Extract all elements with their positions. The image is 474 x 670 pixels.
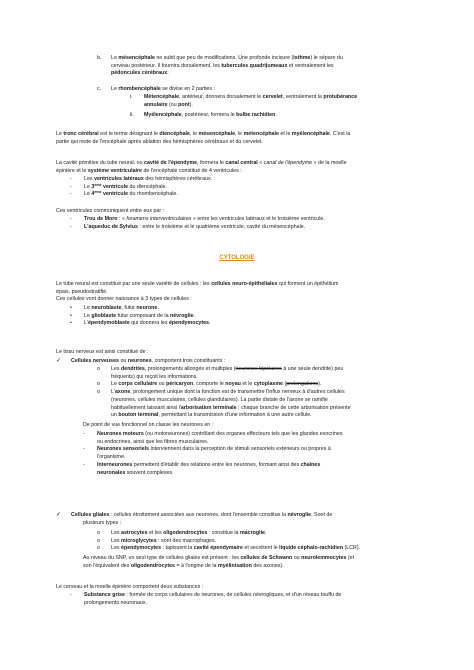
list-item: o Le corps cellulaire ou péricaryon, comporte le noyau et le cytoplasme (prolongations). (97, 381, 322, 388)
list-item: • Le glioblaste futur composant de la névroglie. (70, 312, 196, 319)
communication-list (70, 216, 325, 231)
ventricule-list (70, 176, 212, 199)
paragraph-ventricules: La cavité primitive du tube neural, ou cavité de l'épendyme, formera le canal central « canal de l'épendyme » de la moelle épinière et le système ventriculaire de l'encéphale constitué de 4 ventricules : (56, 160, 347, 174)
list-item: o Les épendymocytes : tapissent la cavité épendymaire et secrètent le liquide céphalo-rachidien (LCR). (97, 545, 361, 552)
paragraph-tissu-nerveux: Le tissu nerveux est ainsi constitué de : (56, 349, 149, 355)
list-item-i: i. Métencéphale, antérieur, donnera dorsalement le cervelet, ventralement la protubérance annulaire (ou pont). (130, 94, 358, 108)
list-item: - Trou de Moro : « foramens interventriculaires » entre les ventricules latéraux et le troisième ventricule. (70, 216, 325, 222)
list-item: - L'aqueduc de Sylvius : entre le troisième et le quatrième ventricule, cavité du mésencéphale. (70, 223, 306, 230)
list-item: - Les ventricules latéraux des hémisphères cérébraux. (70, 176, 213, 182)
list-item: - Interneurones permettent d'établir des relations entre les neurones, formant ainsi des chaînes (83, 461, 321, 468)
list-item: o L'axone, prolongement unique dont la fonction est de transmettre l'influx nerveux à d'autres cellules (97, 389, 345, 396)
neurone-types-list: - Neurones moteurs (ou motoneurones) contrôlant des organes effecteurs tels que les glandes exocrines ou endocrines, ainsi que les fibres musculaires. - Neurones sensoriels interviennent dans la perception de stimuli sensoriels extérieurs ou propres à l'organisme. - Interneurones permettent d'établir des relations entre les neurones, formant ainsi des chaînes neuronales souvent complexes. (83, 431, 343, 476)
check-icon: ✓ (56, 512, 62, 518)
list-item-b: b. Le mésencéphale ne subit que peu de modifications. Une profonde incisure (isthme) le sépare du cerveau postérieur. Il fournira dorsalement, les tubercules quadrijumeaux et ventralement les pédoncules cérébraux. (97, 55, 343, 77)
gliales-list (97, 530, 360, 553)
list-marker: c. (97, 86, 102, 92)
paragraph-substances: Le cerveau et la moelle épinière comportent deux substances : (56, 584, 204, 590)
list-item: o Les dendrites, prolongements allongés et multiples (neurones bipolaires à une seule dendrite) peu (97, 366, 344, 372)
paragraph-fonctionnel: De point de vue fonctionnel on classe les neurones en : (83, 422, 214, 428)
list-marker: b. (97, 55, 102, 61)
list-marker: ii. (130, 112, 134, 118)
list-marker: i. (130, 94, 133, 100)
paragraph-communication: Ces ventricules communiquent entre eux par : (56, 208, 165, 214)
section-title: CYTOLOGIE (219, 255, 255, 261)
substances-list: - Substance grise : formée de corps cellulaires de neurones, de cellules névrogliques, et d'un réseau touffu de prolongements neuronaux. (70, 592, 342, 606)
list-item: o Les microglycytes : sont des macrophages. (97, 537, 217, 544)
list-item: - Neurones sensoriels interviennent dans la perception de stimuli sensoriels extérieurs ou propres à (83, 446, 331, 453)
list-item: - Neurones moteurs (ou motoneurones) contrôlant des organes effecteurs tels que les glandes exocrines (83, 431, 343, 437)
list-item: - Le 4ème ventricule du rhombencéphale. (70, 190, 178, 198)
list-item: - Le 3ème ventricule du diencéphale. (70, 182, 167, 190)
cell-types-list (70, 305, 210, 328)
list-item: • L'épendymoblaste qui donnera les épendymocytes. (70, 320, 211, 327)
paragraph-snp: Au niveau du SNP, un seul type de cellules gliales est présent : les cellules de Schwann ou neurolemmocytes (et son l'équivalent des oligodendrocytes = à l'origine de la myélinisation des axones). (83, 555, 355, 569)
neurone-parts-list: o Les dendrites, prolongements allongés et multiples (neurones bipolaires à une seule dendrite) peu fréquents) qui reçoit les informations. o Le corps cellulaire ou péricaryon, comporte le noyau et le cytoplasme (prolongations). o L'axone, prolongement unique dont la fonction est de transmettre l'influx nerveux à d'autres cellules (neurones, cellules musculaires, cellules glandulaires). La partie distale de l'axone se ramifie habituellement laissant ainsi l'arborisation terminale ; chaque branche de cette arborisation présente un bouton terminal, permettant la transmission d'une information à une autre cellule. (97, 366, 351, 419)
list-item: o Les astrocytes et les oligodendrocytes : constitue la macroglie. (97, 530, 267, 536)
list-item-c: c. Le rhombencéphale se divise en 2 parties : (97, 86, 215, 92)
check-icon: ✓ (56, 358, 62, 364)
neurones-item: ✓ Cellules nerveuses ou neurones, comportent trois constituants : (56, 358, 226, 364)
paragraph-tube-neural: Le tube neural est constitué par une seule variété de cellules : les cellules neuro-épithéliales qui forment un épithélium épais, pseudostratifié. Ces cellules vont donner naissance à 3 types de cellules : (56, 281, 339, 303)
list-item: • Le neuroblaste, futur neurone. (70, 305, 159, 311)
paragraph-tronc-cerebral: Le tronc cérébral est le terme désignant le diencéphale, le mésencéphale, le métencéphale et le myélencéphale. C'est la partie qui reste de l'encéphale après ablation des hémisphères cérébraux et du cervelet. (56, 131, 351, 145)
list-item: - Substance grise : formée de corps cellulaires de neurones, de cellules névrogliques, et d'un réseau touffu de (70, 592, 342, 598)
list-item-ii: ii. Myélencéphale, postérieur, formera le bulbe rachidien. (130, 112, 277, 118)
gliales-item: ✓ Cellules gliales : cellules étroitement associées aux neurones, dont l'ensemble constitue la névroglie. Sont de plusieurs types : (56, 512, 333, 526)
